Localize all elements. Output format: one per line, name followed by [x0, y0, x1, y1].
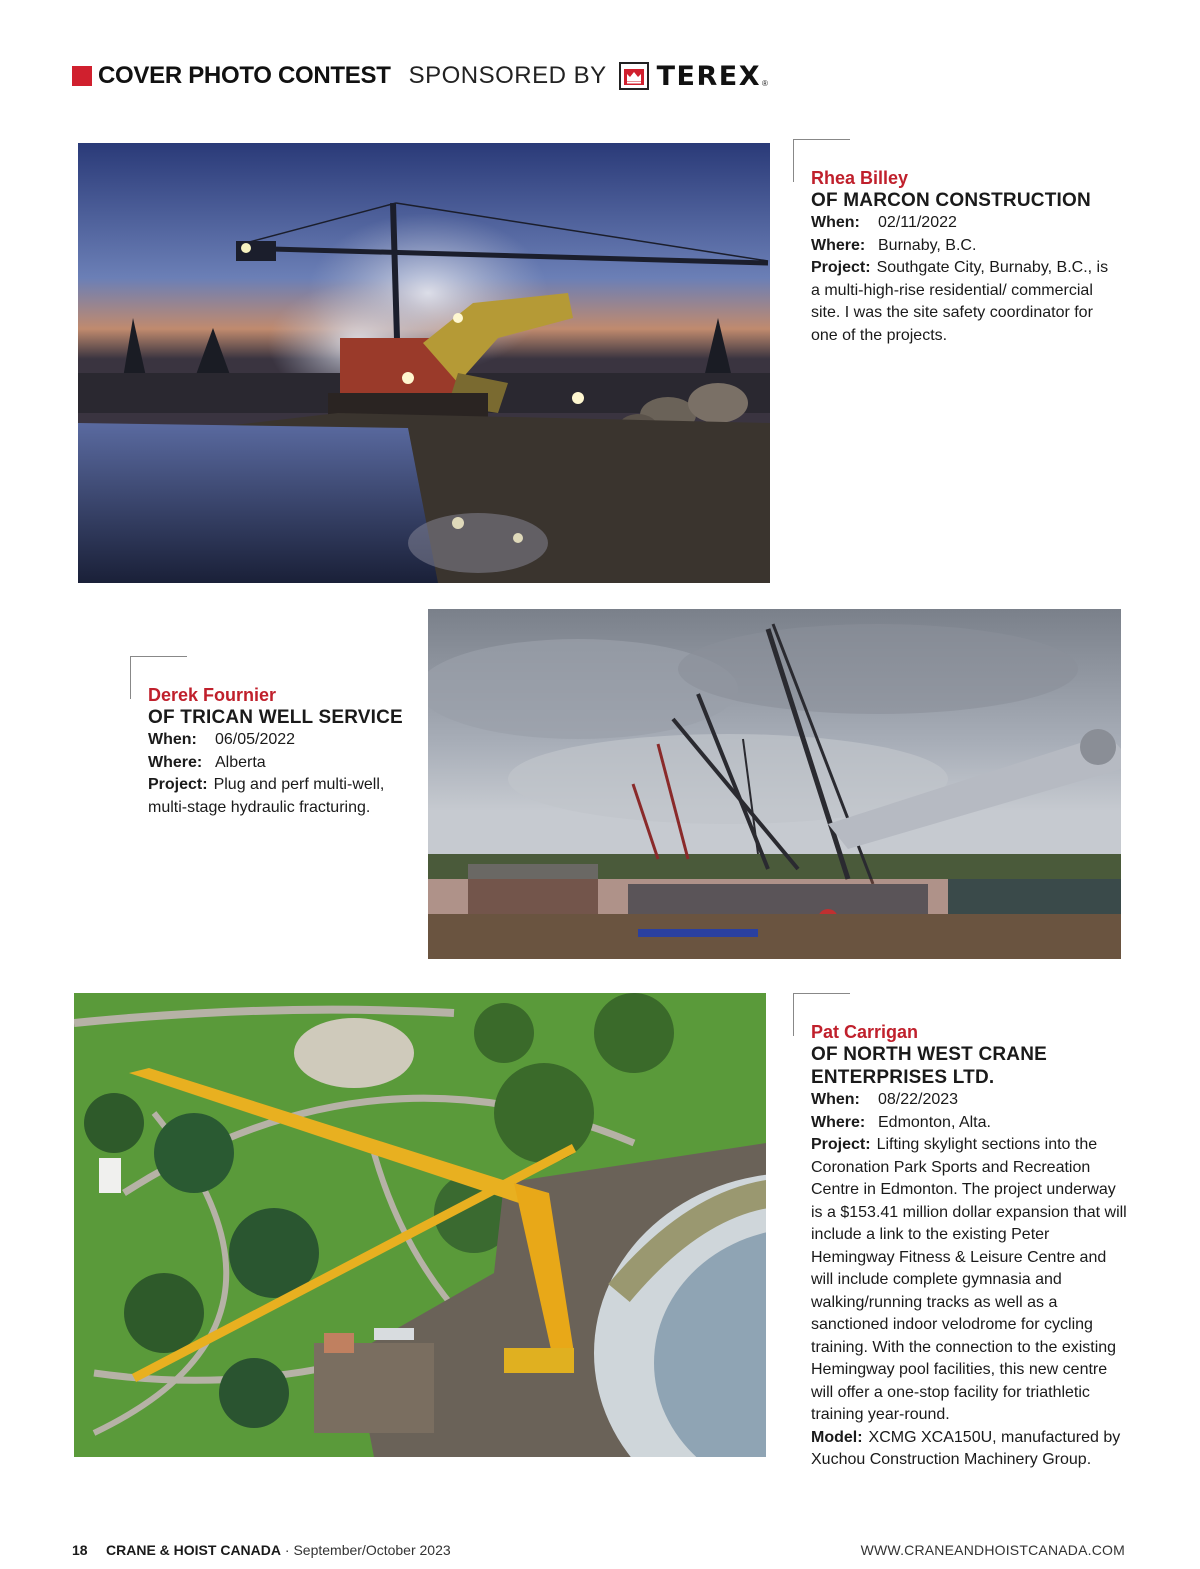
page-number: 18 [72, 1542, 88, 1558]
when-row: When: 02/11/2022 [811, 214, 957, 231]
caption-entry-1 [811, 167, 1141, 347]
project-description: Lifting skylight sections into the Coronation Park Sports and Recreation Centre in Edmonton. The project underway is a $153.41 million dollar expansion that will include a link to the existing Peter Hemingway Fitness & Leisure Centre and will include complete gymnasia and walking/running tracks as well as a sanctioned indoor velodrome for cycling training. With the connection to the existing Hemingway pool facilities, this new centre will offer a one-stop facility for triathletic training year-round. [811, 1136, 1127, 1423]
where-value: Burnaby, B.C. [878, 236, 977, 254]
when-row: When: 08/22/2023 [811, 1091, 959, 1108]
photographer-name: Rhea Billey [811, 168, 909, 188]
model-row: Model: XCMG XCA150U, manufactured by Xuchou Construction Machinery Group. [811, 1428, 1121, 1468]
magazine-issue [106, 1542, 451, 1558]
magazine-name: CRANE & HOIST CANADA [106, 1542, 281, 1558]
photographer-name: Derek Fournier [148, 685, 277, 705]
issue-date: · September/October 2023 [281, 1542, 451, 1558]
caption-bracket [793, 139, 850, 182]
project-row: Project: Plug and perf multi-well, multi-stage hydraulic fracturing. [148, 776, 385, 816]
where-row: Where: Edmonton, Alta. [811, 1113, 991, 1131]
where-value: Alberta [215, 753, 266, 771]
model-value: XCMG XCA150U, manufactured by Xuchou Construction Machinery Group. [811, 1428, 1121, 1468]
photographer-company: OF NORTH WEST CRANE ENTERPRISES LTD. [811, 1044, 1048, 1088]
photographer-name: Pat Carrigan [811, 1022, 919, 1042]
photo-frac-site-cranes [428, 609, 1121, 959]
sponsored-by-label: SPONSORED BY [408, 62, 607, 89]
caption-entry-2 [148, 684, 418, 819]
registered-mark: ® [762, 79, 768, 88]
website-url[interactable]: WWW.CRANEANDHOISTCANADA.COM [860, 1542, 1125, 1558]
page-header [72, 58, 768, 94]
caption-bracket [130, 656, 187, 699]
section-title: COVER PHOTO CONTEST [98, 62, 391, 89]
photo-aerial-crane-park [74, 993, 766, 1457]
sponsor-logo: TEREX [656, 60, 762, 92]
caption-bracket [793, 993, 850, 1036]
terex-crown-logo-icon [619, 62, 649, 90]
project-row: Project: Lifting skylight sections into the Coronation Park Sports and Recreation Centre in Edmonton. The project underway is a $153.41 million dollar expansion that will include a link to the existing Peter Hemingway Fitness & Leisure Centre and will include complete gymnasia and walking/running tracks as well as a sanctioned indoor velodrome for cycling training. With the connection to the existing Hemingway pool facilities, this new centre will offer a one-stop facility for triathletic training year-round. [811, 1136, 1127, 1423]
when-row: When: 06/05/2022 [148, 731, 296, 748]
red-square-icon [72, 66, 92, 86]
where-row: Where: Alberta [148, 753, 266, 771]
project-description: Southgate City, Burnaby, B.C., is a multi-high-rise residential/ commercial site. I was the site safety coordinator for one of the projects. [811, 259, 1109, 344]
project-row: Project: Southgate City, Burnaby, B.C., is a multi-high-rise residential/ commercial site. I was the site safety coordinator for one of the projects. [811, 259, 1109, 344]
photographer-company: OF MARCON CONSTRUCTION [811, 190, 1091, 211]
photo-excavator-night [78, 143, 770, 583]
when-value: 08/22/2023 [878, 1091, 959, 1108]
caption-entry-3 [811, 1021, 1141, 1472]
photographer-company: OF TRICAN WELL SERVICE [148, 707, 403, 728]
when-value: 02/11/2022 [878, 214, 957, 231]
where-row: Where: Burnaby, B.C. [811, 236, 977, 254]
when-value: 06/05/2022 [215, 731, 296, 748]
project-description: Plug and perf multi-well, multi-stage hydraulic fracturing. [148, 776, 385, 816]
where-value: Edmonton, Alta. [878, 1113, 991, 1131]
